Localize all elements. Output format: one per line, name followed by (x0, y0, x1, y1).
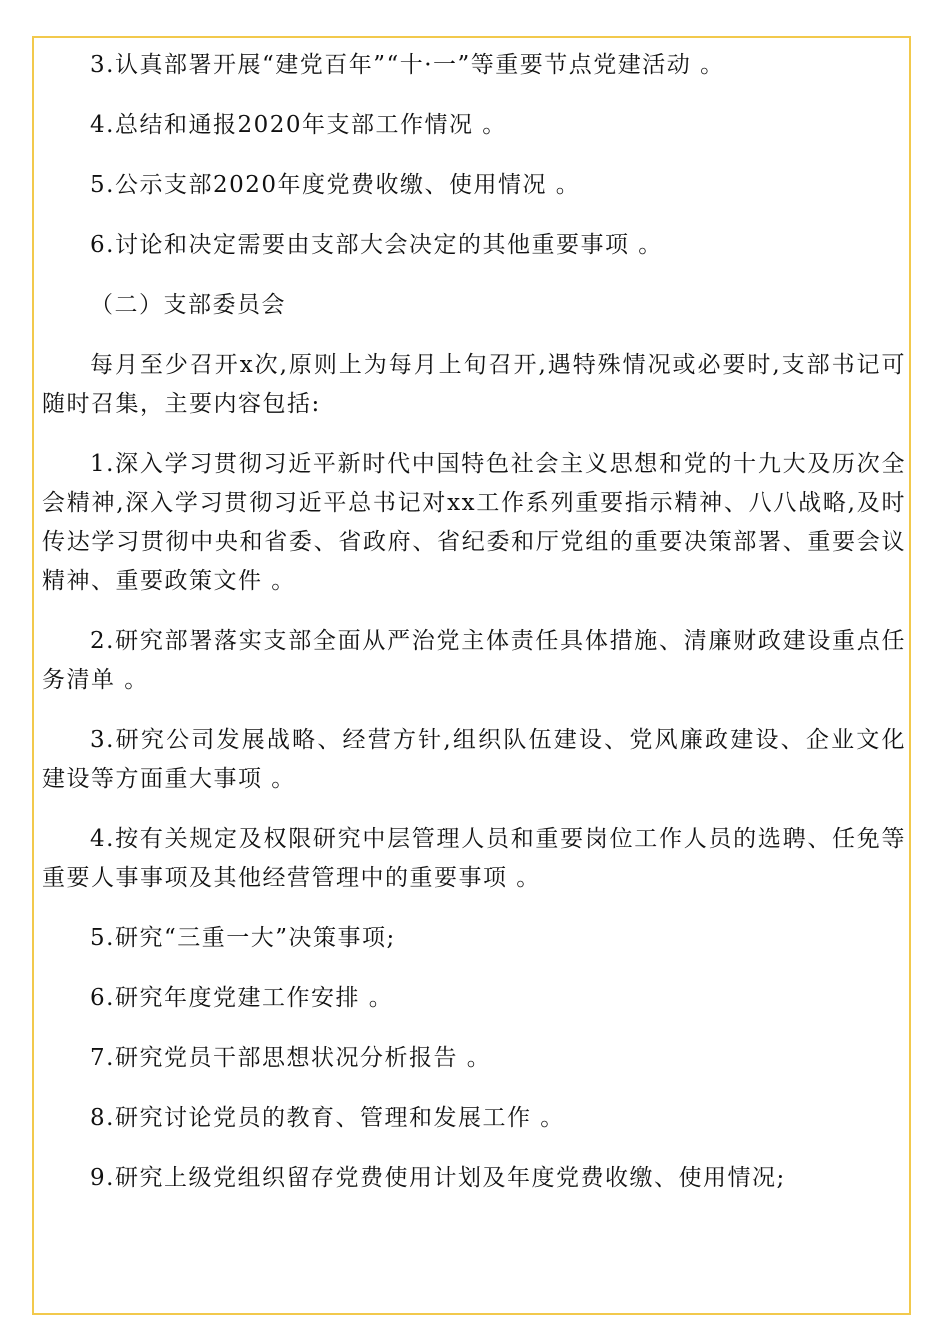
paragraph-committee-item-9: 9.研究上级党组织留存党费使用计划及年度党费收缴、使用情况; (90, 1165, 786, 1191)
paragraph-item-5: 5.公示支部2020年度党费收缴、使用情况 。 (90, 172, 581, 198)
paragraph-committee-item-6: 6.研究年度党建工作安排 。 (90, 985, 394, 1011)
document-body (42, 46, 906, 1198)
paragraph-item-6: 6.讨论和决定需要由支部大会决定的其他重要事项 。 (90, 232, 663, 258)
paragraph-committee-item-1: 1.深入学习贯彻习近平新时代中国特色社会主义思想和党的十九大及历次全会精神,深入学习贯彻习近平总书记对xx工作系列重要指示精神、八八战略,及时传达学习贯彻中央和省委、省政府、省纪委和厅党组的重要决策部署、重要会议精神、重要政策文件 。 (42, 451, 906, 594)
paragraph-item-4: 4.总结和通报2020年支部工作情况 。 (90, 112, 507, 138)
paragraph-meeting-frequency: 每月至少召开x次,原则上为每月上旬召开,遇特殊情况或必要时,支部书记可随时召集，主要内容包括: (42, 352, 906, 417)
paragraph-committee-item-4: 4.按有关规定及权限研究中层管理人员和重要岗位工作人员的选聘、任免等重要人事事项及其他经营管理中的重要事项 。 (42, 826, 906, 891)
paragraph-committee-item-5: 5.研究“三重一大”决策事项; (90, 925, 396, 951)
paragraph-committee-item-2: 2.研究部署落实支部全面从严治党主体责任具体措施、清廉财政建设重点任务清单 。 (42, 628, 906, 693)
paragraph-committee-item-7: 7.研究党员干部思想状况分析报告 。 (90, 1045, 492, 1071)
paragraph-committee-item-3: 3.研究公司发展战略、经营方针,组织队伍建设、党风廉政建设、企业文化建设等方面重大事项 。 (42, 727, 906, 792)
paragraph-committee-item-8: 8.研究讨论党员的教育、管理和发展工作 。 (90, 1105, 565, 1131)
paragraph-item-3: 3.认真部署开展“建党百年”“十·一”等重要节点党建活动 。 (90, 52, 725, 78)
section-heading-branch-committee: （二）支部委员会 (90, 292, 286, 318)
